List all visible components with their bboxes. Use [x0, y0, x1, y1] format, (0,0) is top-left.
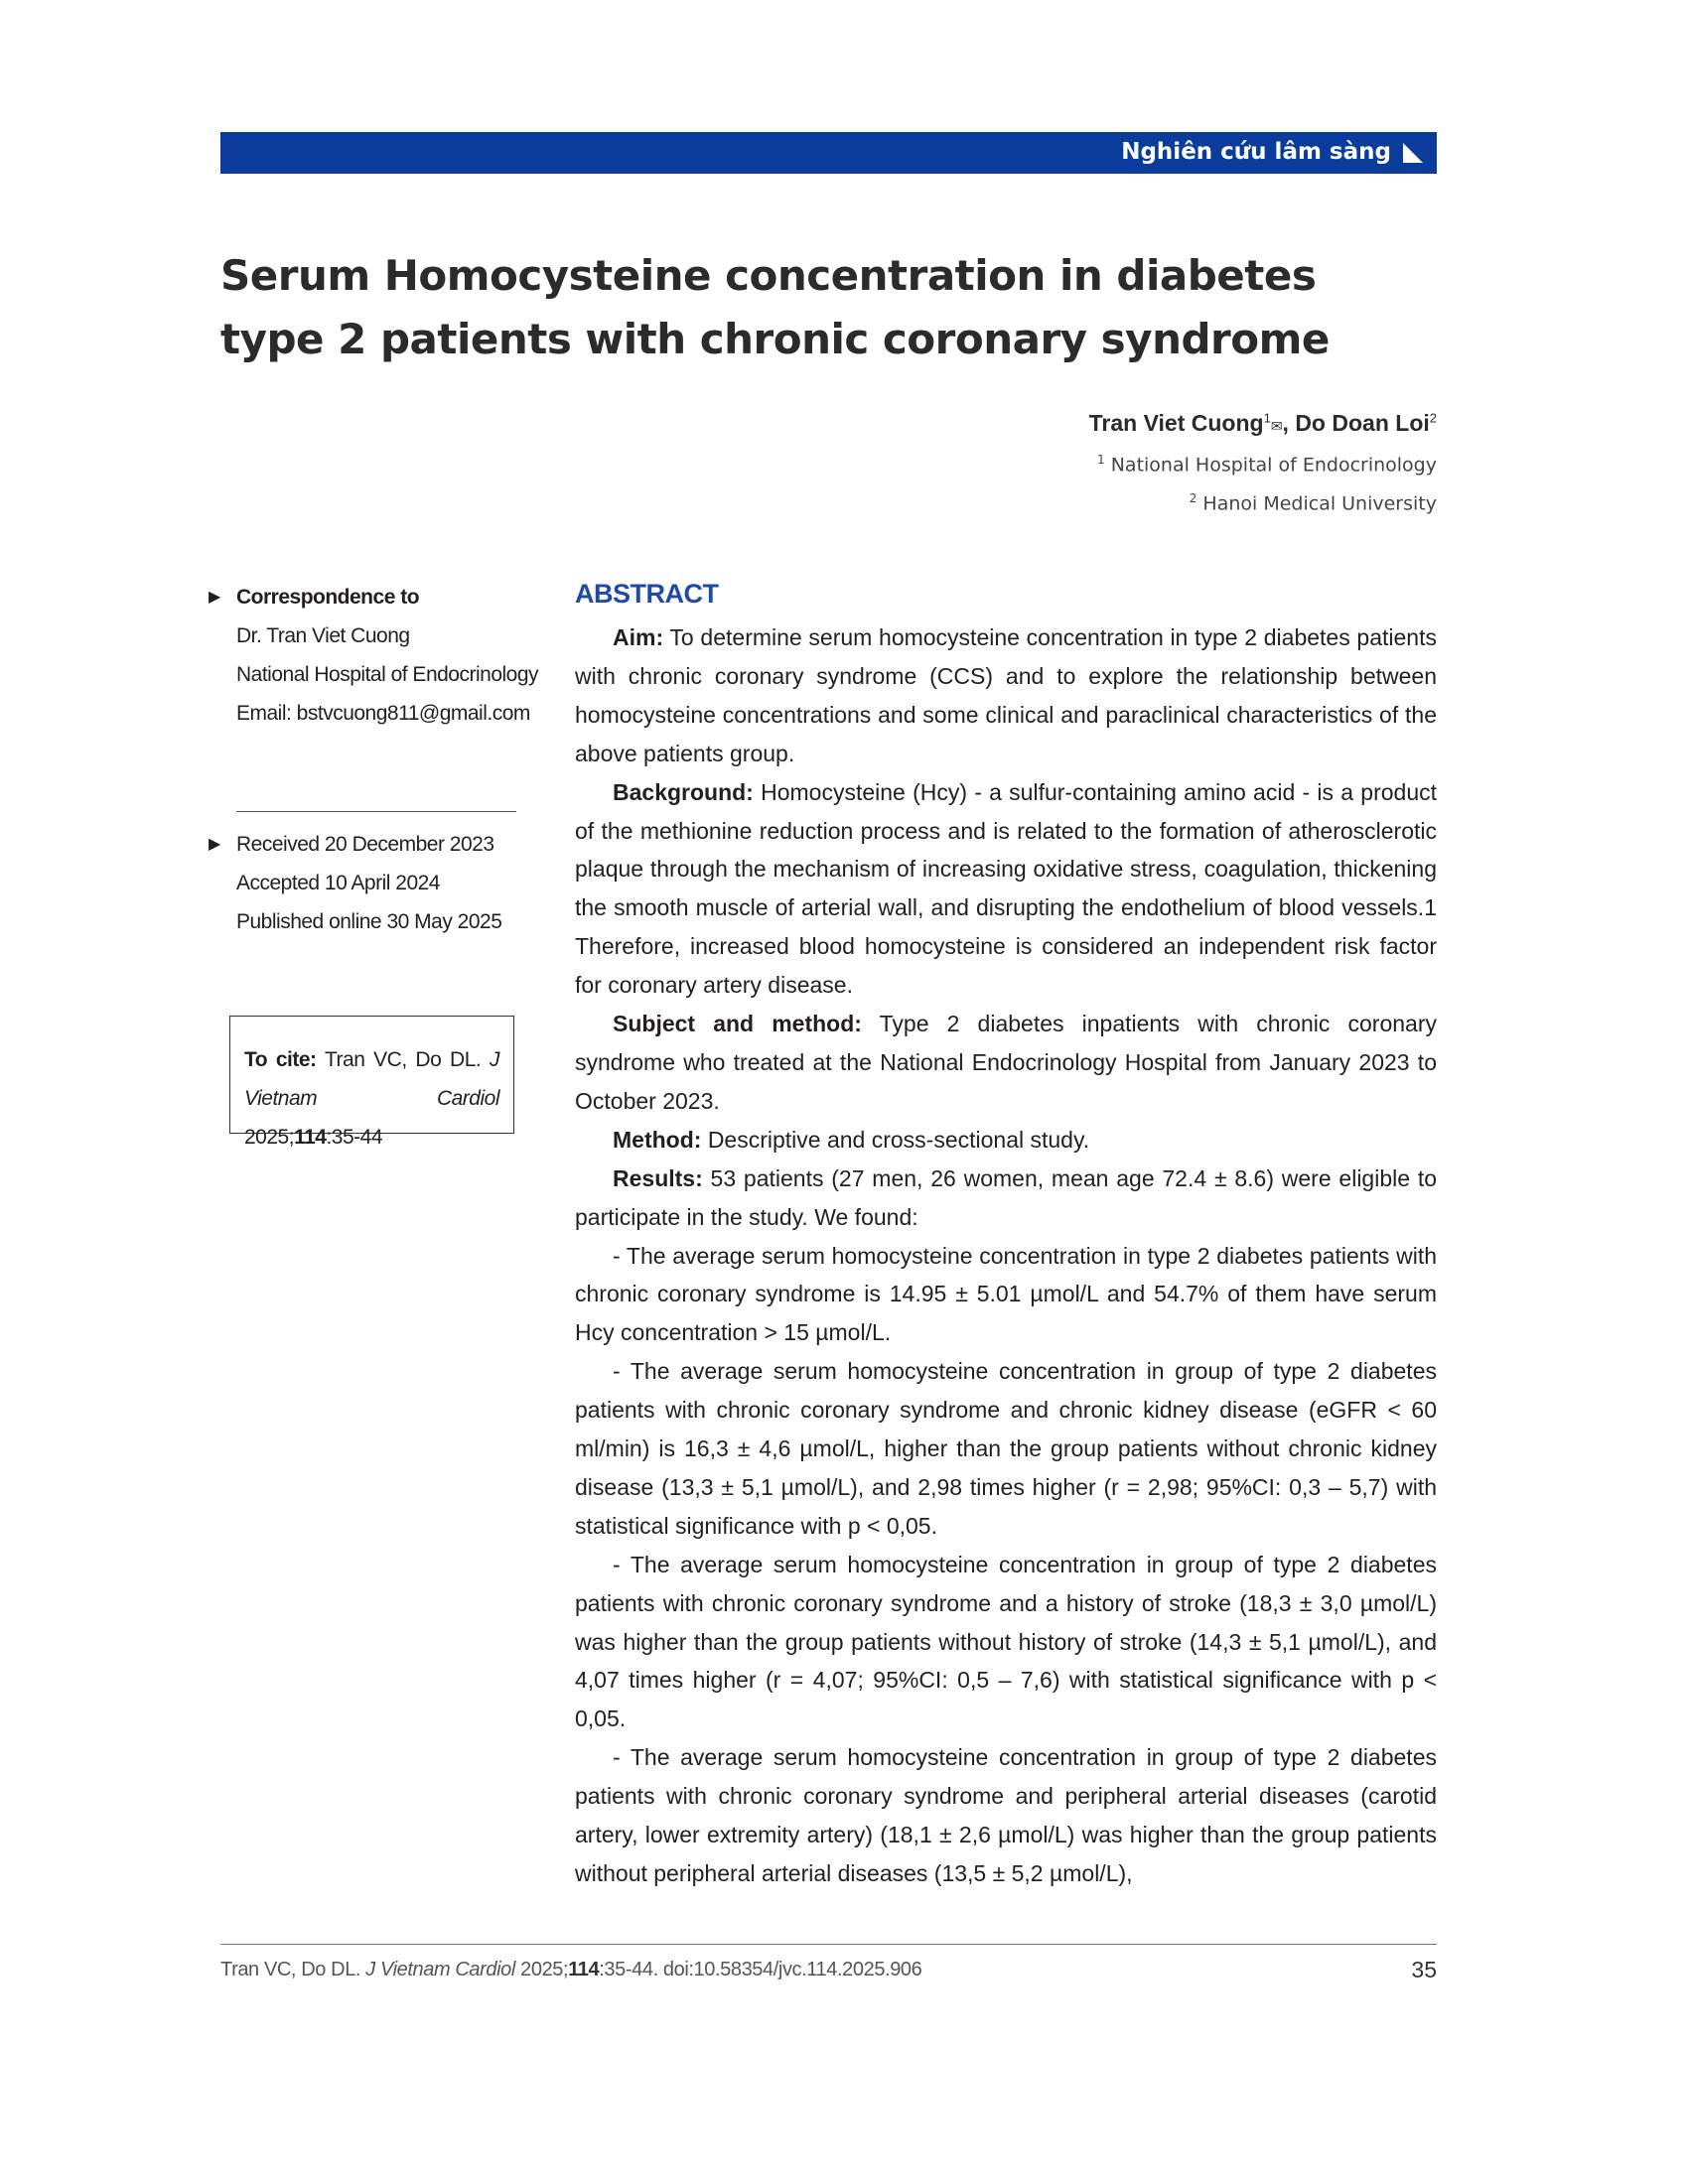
correspondence-heading: Correspondence to — [236, 586, 420, 609]
footer-citation — [220, 1959, 921, 1981]
abstract-aim — [575, 618, 1437, 773]
envelope-icon: ✉ — [1270, 418, 1283, 434]
finding-2: - The average serum homocysteine concentration in group of type 2 diabetes patients with chronic coronary syndrome and chronic kidney disease (eGFR < 60 ml/min) is 16,3 ± 4,6 µmol/L, higher than the group patients without chronic kidney disease (13,3 ± 5,1 µmol/L), and 2,98 times higher (r = 2,98; 95%CI: 0,3 – 5,7) with statistical significance with p < 0,05. — [575, 1358, 1437, 1539]
subject-label: Subject and method: — [613, 1011, 862, 1037]
published-date: Published online 30 May 2025 — [236, 910, 502, 933]
footer-volume: 114 — [568, 1959, 600, 1980]
author-2: , Do Doan Loi — [1282, 410, 1430, 436]
author-1-affil: 1 — [1263, 410, 1271, 426]
cite-journal: J Vietnam Cardiol — [244, 1048, 499, 1110]
finding-1: - The average serum homocysteine concentration in type 2 diabetes patients with chronic coronary syndrome is 14.95 ± 5.01 µmol/L and 54.7% of them have serum Hcy concentration > 15 µmol/L. — [575, 1242, 1437, 1346]
finding-4: - The average serum homocysteine concentration in group of type 2 diabetes patients with chronic coronary syndrome and peripheral arterial diseases (carotid artery, lower extremity artery) (18,1 ± 2,6 µmol/L) was higher than the group patients without peripheral arterial diseases (13,5 ± 5,2 µmol/L), — [575, 1744, 1437, 1886]
abstract-heading: ABSTRACT — [575, 579, 719, 609]
page-number: 35 — [1411, 1957, 1437, 1982]
results-label: Results: — [613, 1164, 703, 1191]
dates-block — [209, 825, 526, 941]
triangle-bullet-icon: ▶ — [209, 836, 220, 853]
affiliation-2 — [1190, 491, 1437, 514]
abstract-method — [575, 1121, 1437, 1160]
corner-triangle-icon — [1401, 141, 1425, 165]
footer-journal: J Vietnam Cardiol — [365, 1959, 515, 1980]
cite-pages: :35-44 — [326, 1126, 382, 1149]
sidebar-divider — [236, 811, 516, 812]
cite-label: To cite: — [244, 1048, 317, 1071]
article-title: Serum Homocysteine concentration in diabetes type 2 patients with chronic coronary syndrome — [220, 251, 1330, 363]
abstract-results — [575, 1160, 1437, 1237]
cite-authors: Tran VC, Do DL. — [324, 1048, 482, 1071]
footer-rule — [220, 1944, 1437, 1945]
subject-text: Type 2 diabetes inpatients with chronic coronary syndrome who treated at the National Endocrinology Hospital from January 2023 to October 2023. — [575, 1011, 1437, 1114]
cite-year: 2025; — [244, 1126, 295, 1149]
footer-year: 2025; — [520, 1959, 569, 1980]
finding-3: - The average serum homocysteine concentration in group of type 2 diabetes patients with chronic coronary syndrome and a history of stroke (18,3 ± 3,0 µmol/L) was higher than the group patients without history of stroke (14,3 ± 5,1 µmol/L), and 4,07 times higher (r = 4,07; 95%CI: 0,5 – 7,6) with statistical significance with p < 0,05. — [575, 1551, 1437, 1732]
correspondence-block — [209, 578, 539, 733]
author-line — [1089, 410, 1437, 437]
aim-text: To determine serum homocysteine concentration in type 2 diabetes patients with chronic coronary syndrome (CCS) and to explore the relationship between homocysteine concentrations and some clinical and paraclinical characteristics of the above patients group. — [575, 624, 1437, 766]
background-label: Background: — [613, 778, 754, 805]
aim-label: Aim: — [613, 624, 664, 650]
author-2-affil: 2 — [1429, 410, 1437, 426]
correspondence-institution: National Hospital of Endocrinology — [236, 663, 539, 686]
affiliation-2-name: Hanoi Medical University — [1202, 492, 1437, 515]
abstract-subject — [575, 1005, 1437, 1121]
affiliation-1 — [1097, 453, 1437, 476]
footer-doi[interactable]: :35-44. doi:10.58354/jvc.114.2025.906 — [599, 1959, 922, 1980]
section-label: Nghiên cứu lâm sàng — [1121, 139, 1391, 165]
abstract-background — [575, 773, 1437, 1005]
citation-box — [229, 1016, 514, 1149]
affiliation-1-sup: 1 — [1097, 453, 1105, 467]
correspondence-name: Dr. Tran Viet Cuong — [236, 624, 410, 647]
author-1: Tran Viet Cuong — [1088, 410, 1264, 436]
triangle-bullet-icon: ▶ — [209, 589, 220, 606]
method-label: Method: — [613, 1126, 702, 1153]
footer-authors: Tran VC, Do DL. — [220, 1959, 361, 1980]
results-text: 53 patients (27 men, 26 women, mean age 72.4 ± 8.6) were eligible to participate in the study. We found: — [575, 1164, 1437, 1230]
affiliation-1-name: National Hospital of Endocrinology — [1110, 454, 1437, 477]
cite-volume: 114 — [294, 1126, 327, 1149]
abstract-body — [575, 618, 1437, 1893]
affiliation-2-sup: 2 — [1189, 491, 1197, 505]
section-banner — [220, 132, 1437, 174]
background-text: Homocysteine (Hcy) - a sulfur-containing amino acid - is a product of the methionine reduction process and is related to the formation of atherosclerotic plaque through the mechanism of increasing oxidative stress, coagulation, thickening the smooth muscle of arterial wall, and disrupting the endothelium of blood vessels.1 Therefore, increased blood homocysteine is considered an independent risk factor for coronary artery disease. — [575, 778, 1437, 999]
accepted-date: Accepted 10 April 2024 — [236, 872, 440, 894]
method-text: Descriptive and cross-sectional study. — [707, 1126, 1090, 1153]
received-date: Received 20 December 2023 — [236, 833, 494, 856]
correspondence-email[interactable]: Email: bstvcuong811@gmail.com — [236, 702, 530, 725]
